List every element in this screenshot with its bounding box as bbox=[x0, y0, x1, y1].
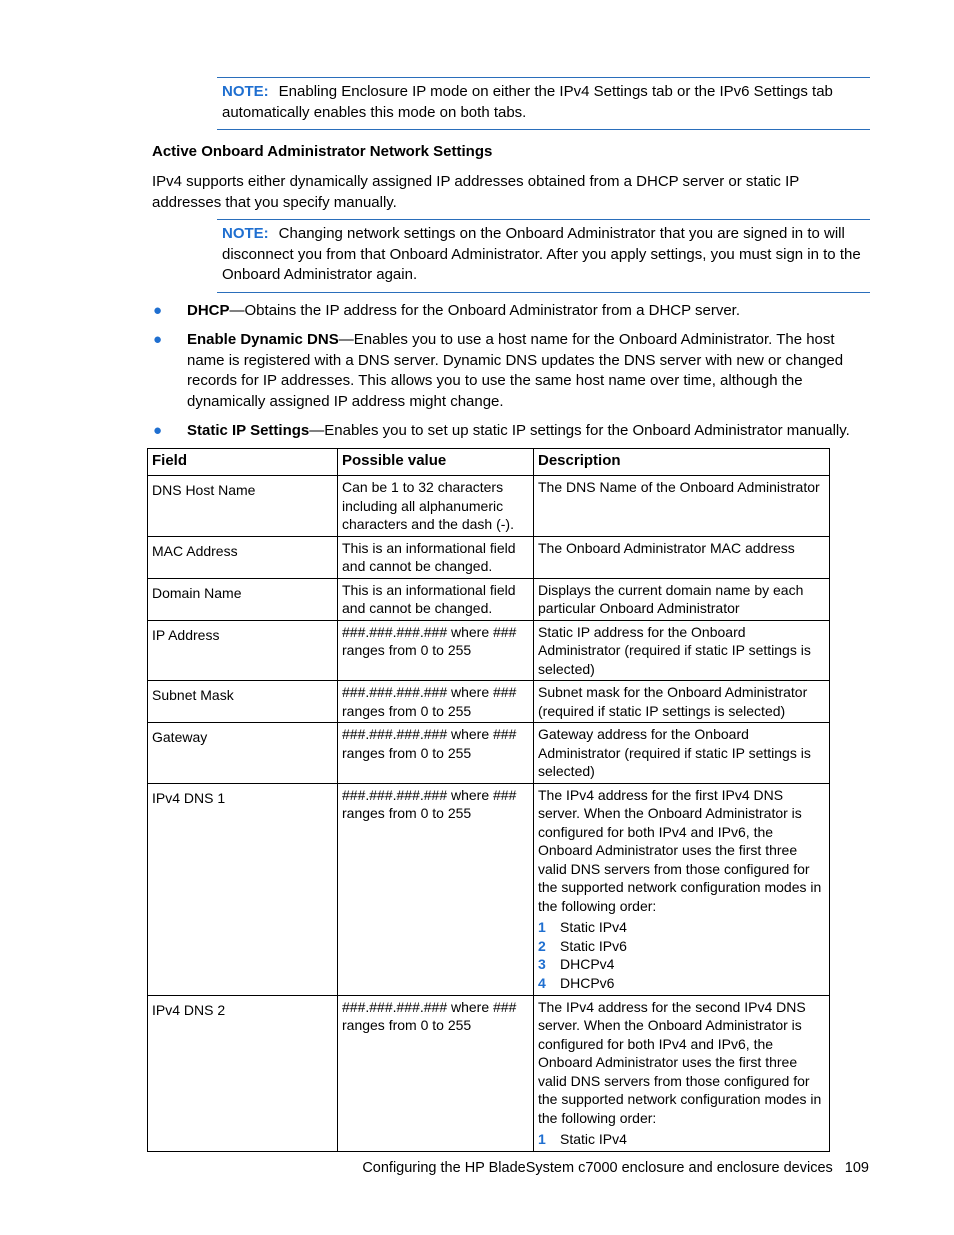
list-number: 3 bbox=[538, 956, 546, 972]
list-label: Static IPv4 bbox=[560, 919, 627, 935]
list-number: 2 bbox=[538, 937, 546, 954]
section-heading: Active Onboard Administrator Network Settings bbox=[152, 143, 493, 160]
list-item bbox=[538, 937, 825, 956]
table-header-row bbox=[148, 449, 830, 476]
field-cell: Subnet Mask bbox=[148, 681, 338, 723]
description-cell: The DNS Name of the Onboard Administrator bbox=[534, 476, 830, 537]
list-item bbox=[538, 974, 825, 993]
value-cell: This is an informational field and cannot be changed. bbox=[338, 536, 534, 578]
dns-order-list bbox=[538, 1130, 825, 1149]
list-number: 1 bbox=[538, 1131, 546, 1147]
note-text: Enabling Enclosure IP mode on either the IPv4 Settings tab or the IPv6 Settings tab automatically enables this mode on both tabs. bbox=[222, 83, 833, 121]
value-cell: ###.###.###.### where ### ranges from 0 to 255 bbox=[338, 620, 534, 681]
field-cell: MAC Address bbox=[148, 536, 338, 578]
description-cell: Displays the current domain name by each particular Onboard Administrator bbox=[534, 578, 830, 620]
field-cell: IPv4 DNS 2 bbox=[148, 995, 338, 1151]
column-header: Description bbox=[534, 449, 830, 476]
table-row bbox=[148, 536, 830, 578]
bullet-text: —Enables you to use a host name for the Onboard Administrator. The host name is registered with a DNS server. Dynamic DNS updates the DNS server with new or changed records for IP addresses. This allows you to use the same host name over time, although the dynamically assigned IP address might change. bbox=[187, 331, 844, 410]
bullet-icon: ● bbox=[153, 422, 163, 439]
table-row bbox=[148, 578, 830, 620]
value-cell: ###.###.###.### where ### ranges from 0 to 255 bbox=[338, 783, 534, 995]
table-row bbox=[148, 723, 830, 784]
bullet-icon: ● bbox=[153, 331, 163, 348]
bullet-text: —Enables you to set up static IP settings for the Onboard Administrator manually. bbox=[309, 422, 850, 439]
list-number: 1 bbox=[538, 919, 546, 935]
bullet-dynamic-dns bbox=[152, 330, 872, 412]
page-number: 109 bbox=[844, 1160, 869, 1176]
description-cell: The Onboard Administrator MAC address bbox=[534, 536, 830, 578]
value-cell: ###.###.###.### where ### ranges from 0 to 255 bbox=[338, 681, 534, 723]
field-cell: IP Address bbox=[148, 620, 338, 681]
table-row bbox=[148, 995, 830, 1151]
bullet-term: Static IP Settings bbox=[187, 422, 310, 439]
page-footer bbox=[362, 1158, 869, 1179]
value-cell: This is an informational field and cannot be changed. bbox=[338, 578, 534, 620]
footer-text: Configuring the HP BladeSystem c7000 enclosure and enclosure devices bbox=[362, 1160, 833, 1176]
bullet-term: Enable Dynamic DNS bbox=[187, 331, 339, 348]
column-header: Field bbox=[148, 449, 338, 476]
list-label: DHCPv4 bbox=[560, 956, 615, 972]
bullet-dhcp bbox=[152, 301, 872, 322]
list-item bbox=[538, 955, 825, 974]
list-label: Static IPv6 bbox=[560, 937, 627, 954]
description-cell: Static IP address for the Onboard Administrator (required if static IP settings is selected) bbox=[534, 620, 830, 681]
network-settings-table bbox=[147, 448, 830, 1152]
description-cell: Gateway address for the Onboard Administrator (required if static IP settings is selected) bbox=[534, 723, 830, 784]
field-cell: DNS Host Name bbox=[148, 476, 338, 537]
description-cell: Subnet mask for the Onboard Administrator (required if static IP settings is selected) bbox=[534, 681, 830, 723]
column-header: Possible value bbox=[338, 449, 534, 476]
intro-paragraph: IPv4 supports either dynamically assigned IP addresses obtained from a DHCP server or static IP addresses that you specify manually. bbox=[152, 173, 799, 211]
bullet-text: —Obtains the IP address for the Onboard Administrator from a DHCP server. bbox=[229, 302, 741, 319]
description-text: The IPv4 address for the second IPv4 DNS server. When the Onboard Administrator is configured for both IPv4 and IPv6, the Onboard Administrator uses the first three valid DNS servers from those configured for the supported network configuration modes in the following order: bbox=[538, 998, 822, 1126]
description-text: The IPv4 address for the first IPv4 DNS server. When the Onboard Administrator is configured for both IPv4 and IPv6, the Onboard Administrator uses the first three valid DNS servers from those configured for the supported network configuration modes in the following order: bbox=[538, 786, 822, 914]
list-number: 4 bbox=[538, 974, 546, 991]
value-cell: Can be 1 to 32 characters including all alphanumeric characters and the dash (-). bbox=[338, 476, 534, 537]
dns-order-list bbox=[538, 918, 825, 992]
note-label: NOTE: bbox=[222, 83, 269, 100]
value-cell: ###.###.###.### where ### ranges from 0 to 255 bbox=[338, 995, 534, 1151]
field-cell: Gateway bbox=[148, 723, 338, 784]
field-cell: IPv4 DNS 1 bbox=[148, 783, 338, 995]
note-text: Changing network settings on the Onboard Administrator that you are signed in to will disconnect you from that Onboard Administrator. After you apply settings, you must sign in to the Onboard Administrator again. bbox=[222, 225, 861, 283]
field-cell: Domain Name bbox=[148, 578, 338, 620]
table-row bbox=[148, 620, 830, 681]
value-cell: ###.###.###.### where ### ranges from 0 to 255 bbox=[338, 723, 534, 784]
table-row bbox=[148, 476, 830, 537]
table-row bbox=[148, 681, 830, 723]
note-enclosure-ip bbox=[217, 77, 870, 130]
note-network-settings bbox=[217, 219, 870, 293]
list-item bbox=[538, 918, 825, 937]
description-cell bbox=[534, 995, 830, 1151]
bullet-icon: ● bbox=[153, 302, 163, 319]
list-label: DHCPv6 bbox=[560, 974, 615, 991]
table-row bbox=[148, 783, 830, 995]
bullet-static-ip bbox=[152, 421, 872, 442]
list-label: Static IPv4 bbox=[560, 1131, 627, 1147]
note-label: NOTE: bbox=[222, 225, 269, 242]
description-cell bbox=[534, 783, 830, 995]
bullet-term: DHCP bbox=[187, 302, 230, 319]
list-item bbox=[538, 1130, 825, 1149]
